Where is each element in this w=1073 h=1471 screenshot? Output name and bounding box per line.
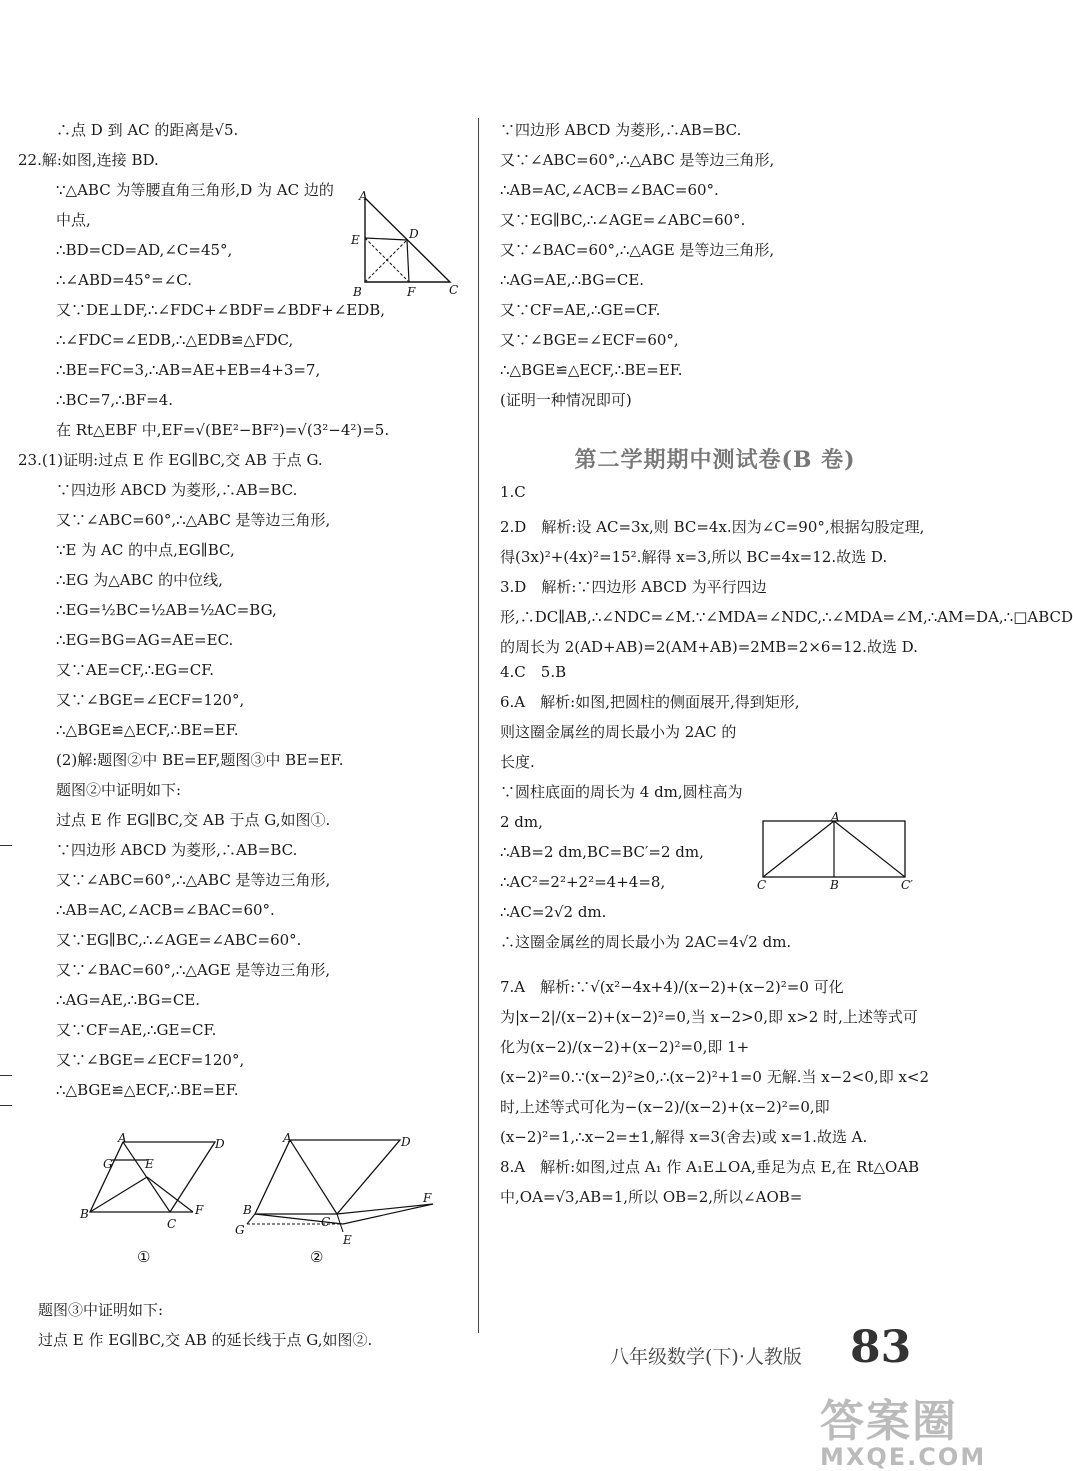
caption-2: ② <box>310 1248 324 1266</box>
label-B: B <box>80 1207 89 1221</box>
text-line: ∴BD=CD=AD,∠C=45°, <box>56 241 233 259</box>
answer-6-line: ∵圆柱底面的周长为 4 dm,圆柱高为 <box>500 783 743 801</box>
text-line: ∴∠ABD=45°=∠C. <box>56 271 192 289</box>
label-B: B <box>353 285 362 299</box>
answer-2: 2.D 解析:设 AC=3x,则 BC=4x.因为∠C=90°,根据勾股定理,得(3x)²+(4x)²=15².解得 x=3,所以 BC=4x=12.故选 D. <box>500 518 925 566</box>
label-E: E <box>343 1233 352 1247</box>
text-line: 又∵∠BAC=60°,∴△AGE 是等边三角形, <box>56 961 331 979</box>
footer-text: 八年级数学(下)·人教版 <box>610 1346 802 1368</box>
text-line: ∴BC=7,∴BF=4. <box>56 391 174 409</box>
text-line: 又∵EG∥BC,∴∠AGE=∠ABC=60°. <box>56 931 302 949</box>
figure-22 <box>345 190 465 300</box>
text-line: ∵四边形 ABCD 为菱形,∴AB=BC. <box>56 841 298 859</box>
label-D: D <box>215 1137 225 1151</box>
text-line: ∴AG=AE,∴BG=CE. <box>56 991 201 1009</box>
text-line: 23.(1)证明:过点 E 作 EG∥BC,交 AB 于点 G. <box>18 451 323 469</box>
text-line: ∴△BGE≌△ECF,∴BE=EF. <box>56 721 239 739</box>
label-B: B <box>243 1203 252 1217</box>
text-line: 又∵∠BAC=60°,∴△AGE 是等边三角形, <box>500 241 775 259</box>
text-line: 又∵AE=CF,∴EG=CF. <box>56 661 215 679</box>
label-F: F <box>407 285 416 299</box>
right-column <box>500 120 1073 1212</box>
text-line: 又∵∠BGE=∠ECF=120°, <box>56 1051 245 1069</box>
margin-mark <box>0 845 12 846</box>
text-line: 又∵∠ABC=60°,∴△ABC 是等边三角形, <box>56 871 331 889</box>
answer-6-line: ∴AC=2√2 dm. <box>500 903 607 921</box>
label-C-prime: C′ <box>901 878 913 892</box>
label-E: E <box>351 233 360 247</box>
figure-1 <box>75 1132 225 1272</box>
answer-6-line: 长度. <box>500 753 535 771</box>
text-line: (2)解:题图②中 BE=EF,题图③中 BE=EF. <box>56 751 344 769</box>
answer-6-line: ∴AB=2 dm,BC=BC′=2 dm, <box>500 843 704 861</box>
text-line: ∵四边形 ABCD 为菱形,∴AB=BC. <box>500 121 742 139</box>
text-line: 又∵∠BGE=∠ECF=60°, <box>500 331 679 349</box>
answer-6-line: 2 dm, <box>500 813 543 831</box>
label-G: G <box>235 1223 245 1237</box>
text-line: 中点, <box>56 211 91 229</box>
text-line: ∴EG=½BC=½AB=½AC=BG, <box>56 601 277 619</box>
section-title: 第二学期期中测试卷(B 卷) <box>574 447 856 473</box>
answer-6-line: ∴AC²=2²+2²=4+4=8, <box>500 873 666 891</box>
text-line: ∵四边形 ABCD 为菱形,∴AB=BC. <box>56 481 298 499</box>
text-line: 在 Rt△EBF 中,EF=√(BE²−BF²)=√(3²−4²)=5. <box>56 421 390 439</box>
page-number: 83 <box>850 1322 912 1373</box>
margin-mark <box>0 1105 12 1106</box>
label-C: C <box>321 1215 331 1229</box>
text-line: ∵△ABC 为等腰直角三角形,D 为 AC 边的 <box>56 181 334 199</box>
caption-1: ① <box>137 1248 151 1266</box>
text-line: ∴EG 为△ABC 的中位线, <box>56 571 223 589</box>
text-line: 22.解:如图,连接 BD. <box>18 151 159 169</box>
text-line: 又∵∠BGE=∠ECF=120°, <box>56 691 245 709</box>
text-line: ∴△BGE≌△ECF,∴BE=EF. <box>56 1081 239 1099</box>
text-line: 过点 E 作 EG∥BC,交 AB 的延长线于点 G,如图②. <box>38 1331 373 1349</box>
text-line: 又∵DE⊥DF,∴∠FDC+∠BDF=∠BDF+∠EDB, <box>56 301 386 319</box>
text-line: ∴EG=BG=AG=AE=EC. <box>56 631 234 649</box>
text-line: 又∵CF=AE,∴GE=CF. <box>56 1021 217 1039</box>
text-line: ∵E 为 AC 的中点,EG∥BC, <box>56 541 235 559</box>
label-D: D <box>409 227 419 241</box>
answer-8: 8.A 解析:如图,过点 A₁ 作 A₁E⊥OA,垂足为点 E,在 Rt△OAB 中,OA=√3,AB=1,所以 OB=2,所以∠AOB= <box>500 1158 920 1206</box>
label-C: C <box>167 1217 177 1231</box>
text-line: 又∵∠ABC=60°,∴△ABC 是等边三角形, <box>56 511 331 529</box>
label-B: B <box>830 878 839 892</box>
watermark-line1: 答案圈 <box>820 1396 958 1447</box>
label-E: E <box>145 1157 154 1171</box>
answer-7: 7.A 解析:∵√(x²−4x+4)/(x−2)+(x−2)²=0 可化为|x−2|/(x−2)+(x−2)²=0,当 x−2>0,即 x>2 时,上述等式可化为(x−2)/(x−2)+(x−2)²=0,即 1+(x−2)²=0.∵(x−2)²≥0,∴(x−2)²+1=0 无解.当 x−2<0,即 x<2 时,上述等式可化为−(x−2)/(x−2)+(x−2)²=0,即(x−2)²=1,∴x−2=±1,解得 x=3(舍去)或 x=1.故选 A. <box>500 978 930 1146</box>
text-line: 题图③中证明如下: <box>38 1301 164 1319</box>
label-F: F <box>195 1203 204 1217</box>
text-line: ∴点 D 到 AC 的距离是√5. <box>56 121 239 139</box>
label-D: D <box>401 1135 411 1149</box>
figure-6 <box>755 810 920 892</box>
answer-3: 3.D 解析:∵四边形 ABCD 为平行四边形,∴DC∥AB,∴∠NDC=∠M.∵∠MDA=∠NDC,∴∠MDA=∠M,∴AM=DA,∴□ABCD 的周长为 2(AD+AB)=2(AM+AB)=2MB=2×6=12.故选 D. <box>500 578 1073 656</box>
left-tail <box>0 1300 372 1360</box>
label-F: F <box>423 1191 432 1205</box>
column-divider <box>478 118 479 1333</box>
label-A: A <box>283 1131 292 1145</box>
text-line: (证明一种情况即可) <box>500 391 632 409</box>
answer-6-line: 则这圈金属丝的周长最小为 2AC 的 <box>500 723 737 741</box>
answer-6-head: 6.A 解析:如图,把圆柱的侧面展开,得到矩形, <box>500 693 800 711</box>
label-A: A <box>118 1131 127 1145</box>
text-line: 过点 E 作 EG∥BC,交 AB 于点 G,如图①. <box>56 811 331 829</box>
text-line: ∴△BGE≌△ECF,∴BE=EF. <box>500 361 683 379</box>
label-A: A <box>831 810 840 824</box>
text-line: ∴AB=AC,∠ACB=∠BAC=60°. <box>56 901 275 919</box>
text-line: ∴∠FDC=∠EDB,∴△EDB≌△FDC, <box>56 331 294 349</box>
text-line: ∴AB=AC,∠ACB=∠BAC=60°. <box>500 181 719 199</box>
answer-1: 1.C <box>500 483 526 501</box>
text-line: 又∵CF=AE,∴GE=CF. <box>500 301 661 319</box>
text-line: ∴AG=AE,∴BG=CE. <box>500 271 645 289</box>
label-A: A <box>359 189 368 203</box>
figure-2 <box>225 1132 440 1272</box>
answer-6-line: ∴这圈金属丝的周长最小为 2AC=4√2 dm. <box>500 933 792 951</box>
label-C: C <box>449 283 459 297</box>
text-line: ∴BE=FC=3,∴AB=AE+EB=4+3=7, <box>56 361 321 379</box>
answer-4-5: 4.C 5.B <box>500 663 567 681</box>
watermark <box>820 1385 990 1471</box>
label-C: C <box>757 878 767 892</box>
text-line: 又∵∠ABC=60°,∴△ABC 是等边三角形, <box>500 151 775 169</box>
watermark-line2: MXQE.COM <box>820 1443 987 1471</box>
label-G: G <box>103 1157 113 1171</box>
margin-mark <box>0 1075 12 1076</box>
text-line: 题图②中证明如下: <box>56 781 182 799</box>
text-line: 又∵EG∥BC,∴∠AGE=∠ABC=60°. <box>500 211 746 229</box>
